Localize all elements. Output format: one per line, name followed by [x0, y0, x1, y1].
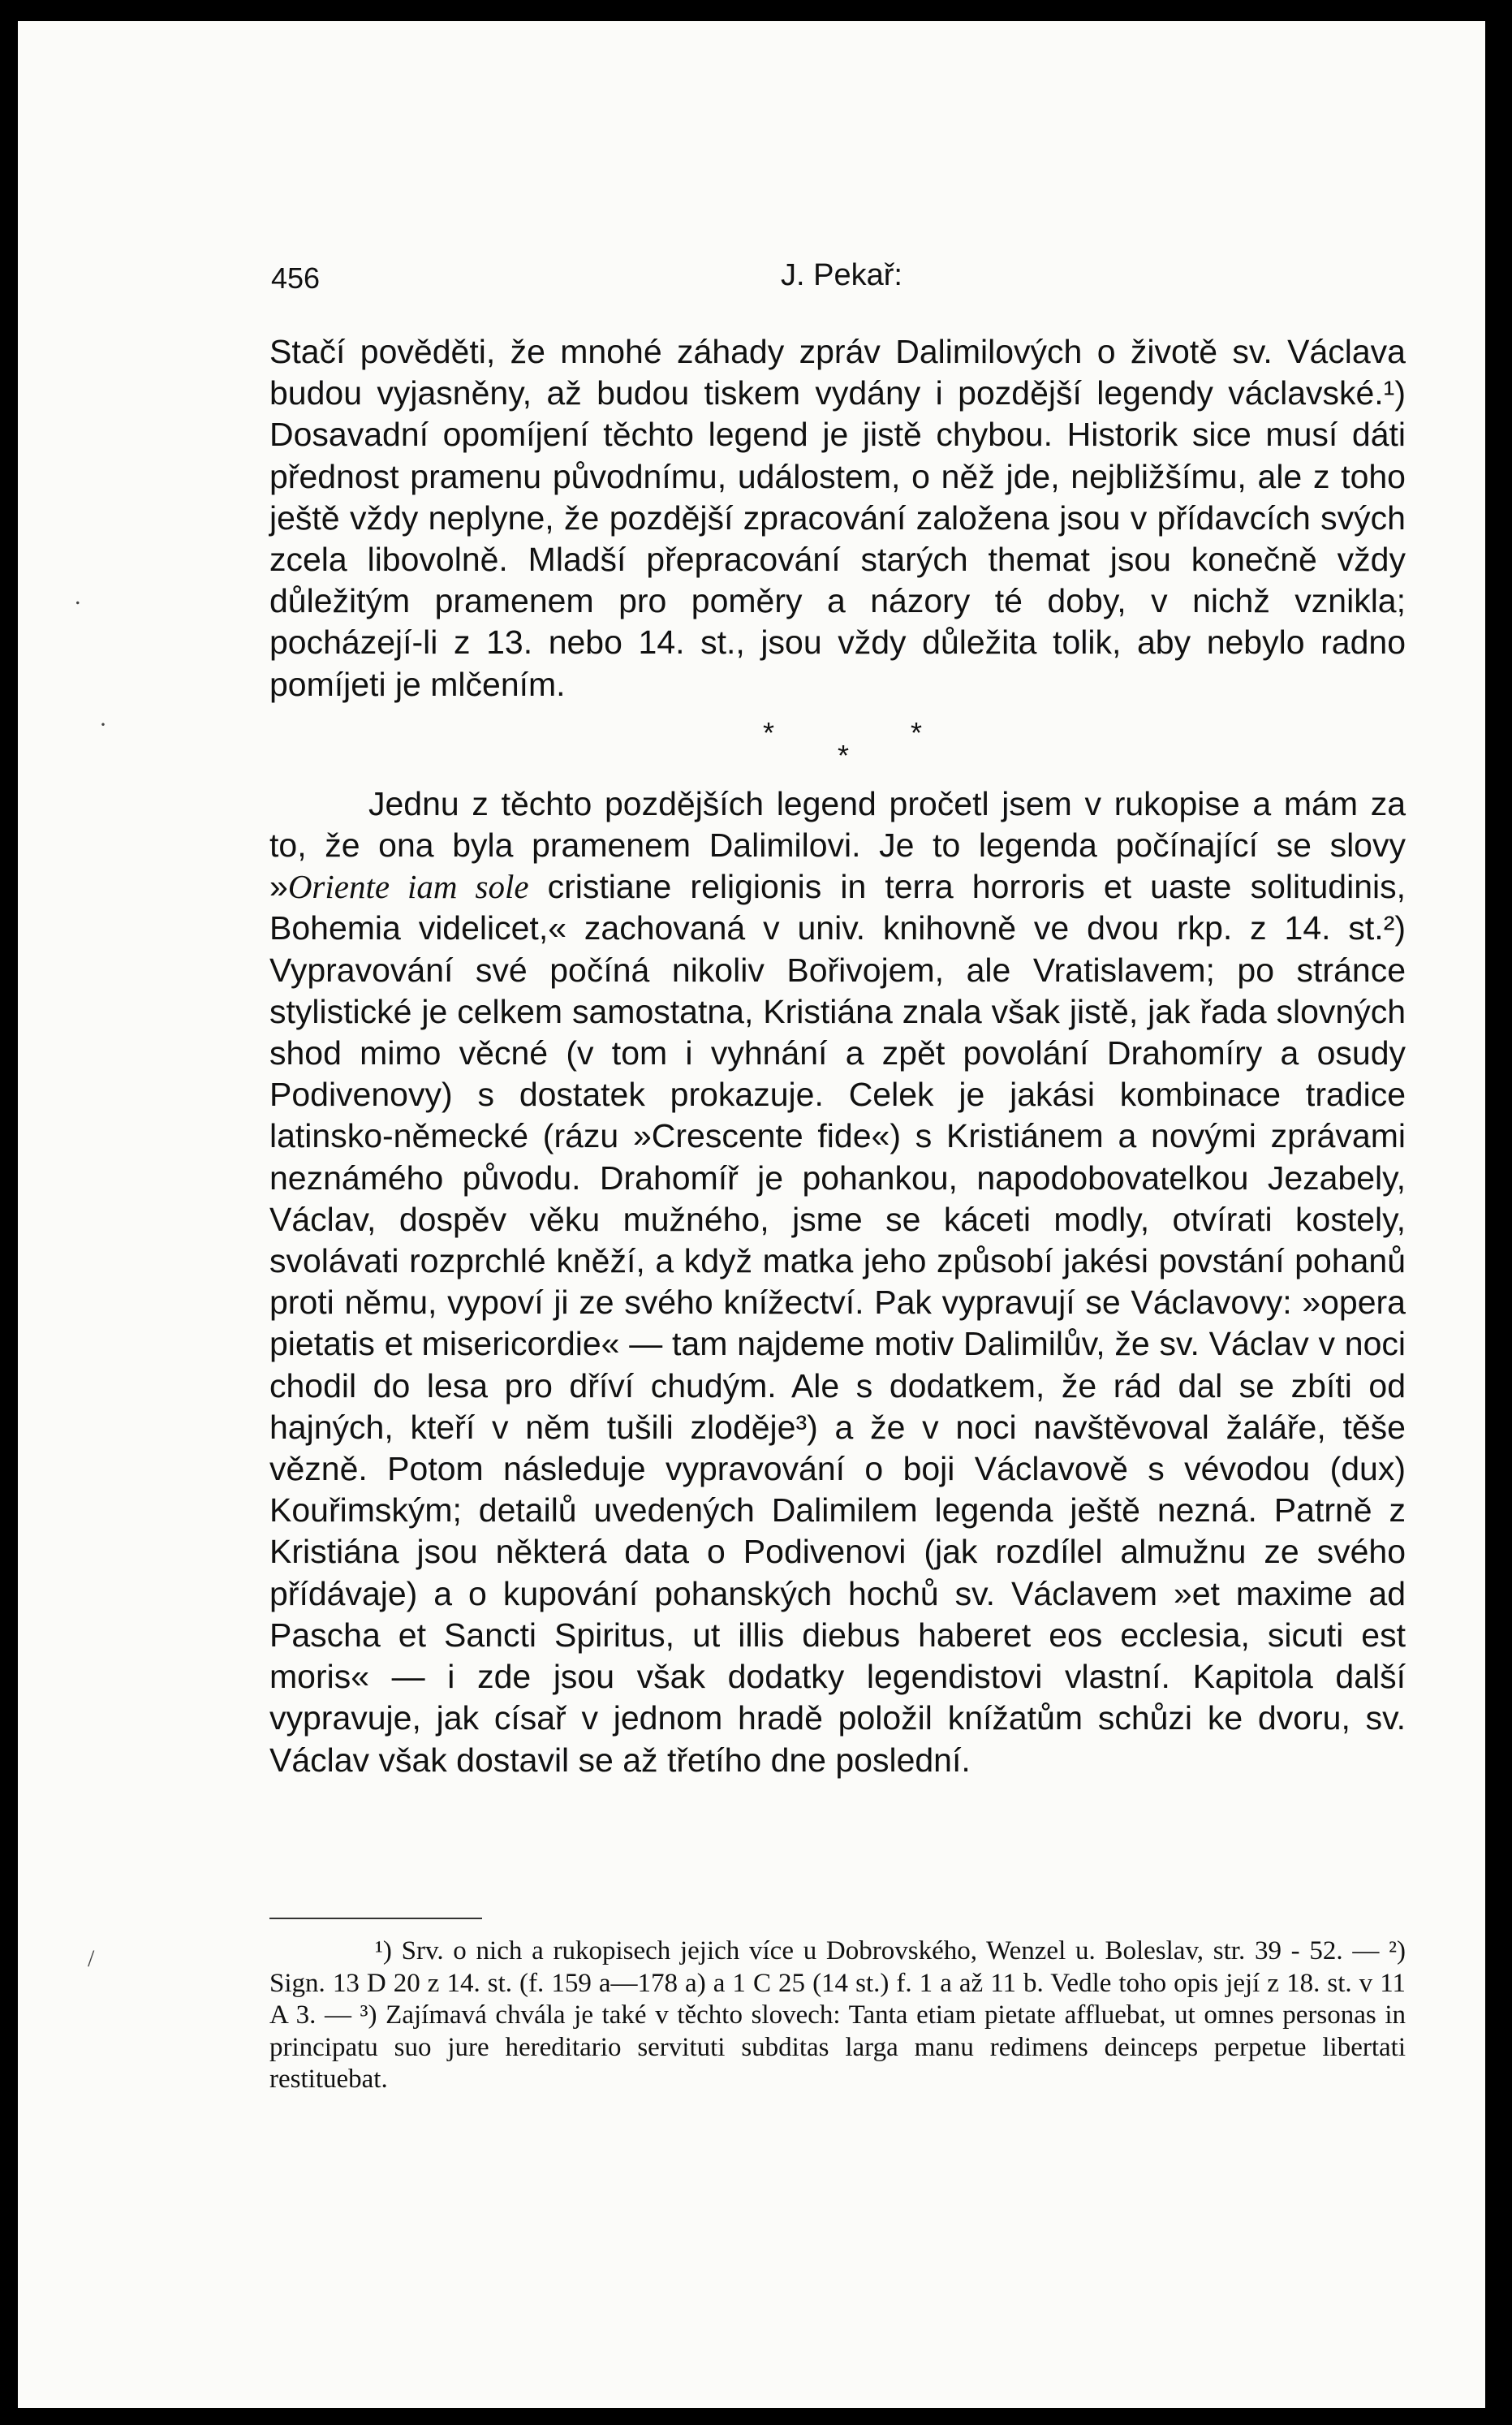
page-header — [271, 250, 1407, 299]
paragraph-1: Stačí pověděti, že mnohé záhady zpráv Dalimilových o životě sv. Václava budou vyjasněny, až budou tiskem vydány i pozdější legendy václavské.¹) Dosavadní opomíjení těchto legend je jistě chybou. Historik sice musí dáti přednost pramenu původnímu, událostem, o něž jde, nejbližšímu, ale z toho ještě vždy neplyne, že pozdější zpracování založena jsou v přídavcích svých zcela libovolně. Mladší přepracování starých themat jsou konečně vždy důležitým pramenem pro poměry a názory té doby, v nichž vznikla; pocházejí-li z 13. nebo 14. st., jsou vždy důležita tolik, aby nebylo radno pomíjeti je mlčením. — [269, 333, 1406, 703]
running-head: J. Pekař: — [781, 258, 902, 292]
latin-incipit: Oriente iam sole — [287, 868, 529, 906]
paragraph-2-rest: cristiane religionis in terra horroris et uaste solitudinis, Bohemia videlicet,« zachovaná v univ. knihovně ve dvou rkp. z 14. st.²) Vypravování své počíná nikoliv Bořivojem, ale Vratislavem; po stránce stylistické je celkem samostatna, Kristiána znala však jistě, jak řada slovných shod mimo věcné (v tom i vyhnání a zpět povolání Drahomíry a osudy Podivenovy) s dostatek prokazuje. Celek je jakási kombinace tradice latinsko-německé (rázu »Crescente fide«) s Kristiánem a novými zprávami neznámého původu. Drahomíř je pohankou, napodobovatelkou Jezabely, Václav, dospěv věku mužného, jsme se káceti modly, otvírati kostely, svolávati rozprchlé kněží, a když matka jeho způsobí jakési povstání pohanů proti němu, vypoví ji ze svého knížectví. Pak vypravují se Václavovy: »opera pietatis et misericordie« — tam najdeme motiv Dalimilův, že sv. Václav v noci chodil do lesa pro dříví chudým. Ale s dodatkem, že rád dal se zbíti od hajných, kteří v něm tušili zloděje³) a že v noci navštěvoval žaláře, těše vězně. Potom následuje vypravování o boji Václavově s vévodou (dux) Kouřimským; detailů uvedených Dalimilem legenda ještě nezná. Patrně z Kristiána jsou některá data o Podivenovi (jak rozdílel almužnu ze svého přídávaje) a o kupování pohanských hochů sv. Václavem »et maxime ad Pascha et Sancti Spiritus, ut illis diebus haberet eos ecclesia, sicuti est moris« — i zde jsou však dodatky legendistovi vlastní. Kapitola další vypravuje, jak císař v jednom hradě položil knížatům schůzi ke dvoru, sv. Václav však dostavil se až třetího dne poslední. — [269, 868, 1406, 1779]
paragraph-2-lead: Jednu z těchto pozdějších legend pročetl jsem v rukopise a mám za to, že ona byla pramenem Dalimilovi. Je to legenda počínající se slovy » — [269, 784, 1406, 906]
separator-star: * — [763, 715, 775, 749]
footnote-rule — [269, 1918, 482, 1919]
main-text — [269, 331, 1406, 1781]
separator-star: * — [838, 738, 850, 772]
footnotes — [269, 1935, 1406, 2096]
margin-mark: · — [99, 711, 107, 738]
book-page — [18, 21, 1485, 2408]
page-number: 456 — [271, 261, 321, 295]
paragraph-2 — [269, 783, 1406, 1781]
margin-mark: . — [75, 583, 81, 610]
section-separator — [269, 705, 1406, 783]
margin-mark: / — [88, 1945, 95, 1972]
separator-star: * — [911, 715, 923, 749]
footnote-text: ¹) Srv. o nich a rukopisech jejich více u Dobrovského, Wenzel u. Boleslav, str. 39 - 52. — ²) Sign. 13 D 20 z 14. st. (f. 159 a—178 a) a 1 C 25 (14 st.) f. 1 a až 11 b. Vedle toho opis její z 18. st. v 11 A 3. — ³) Zajímavá chvála je také v těchto slovech: Tanta etiam pietate affluebat, ut omnes personas in principatu suo jure hereditario servituti subditas larga manu redimens deinceps perpetue libertati restituebat. — [269, 1936, 1406, 2094]
